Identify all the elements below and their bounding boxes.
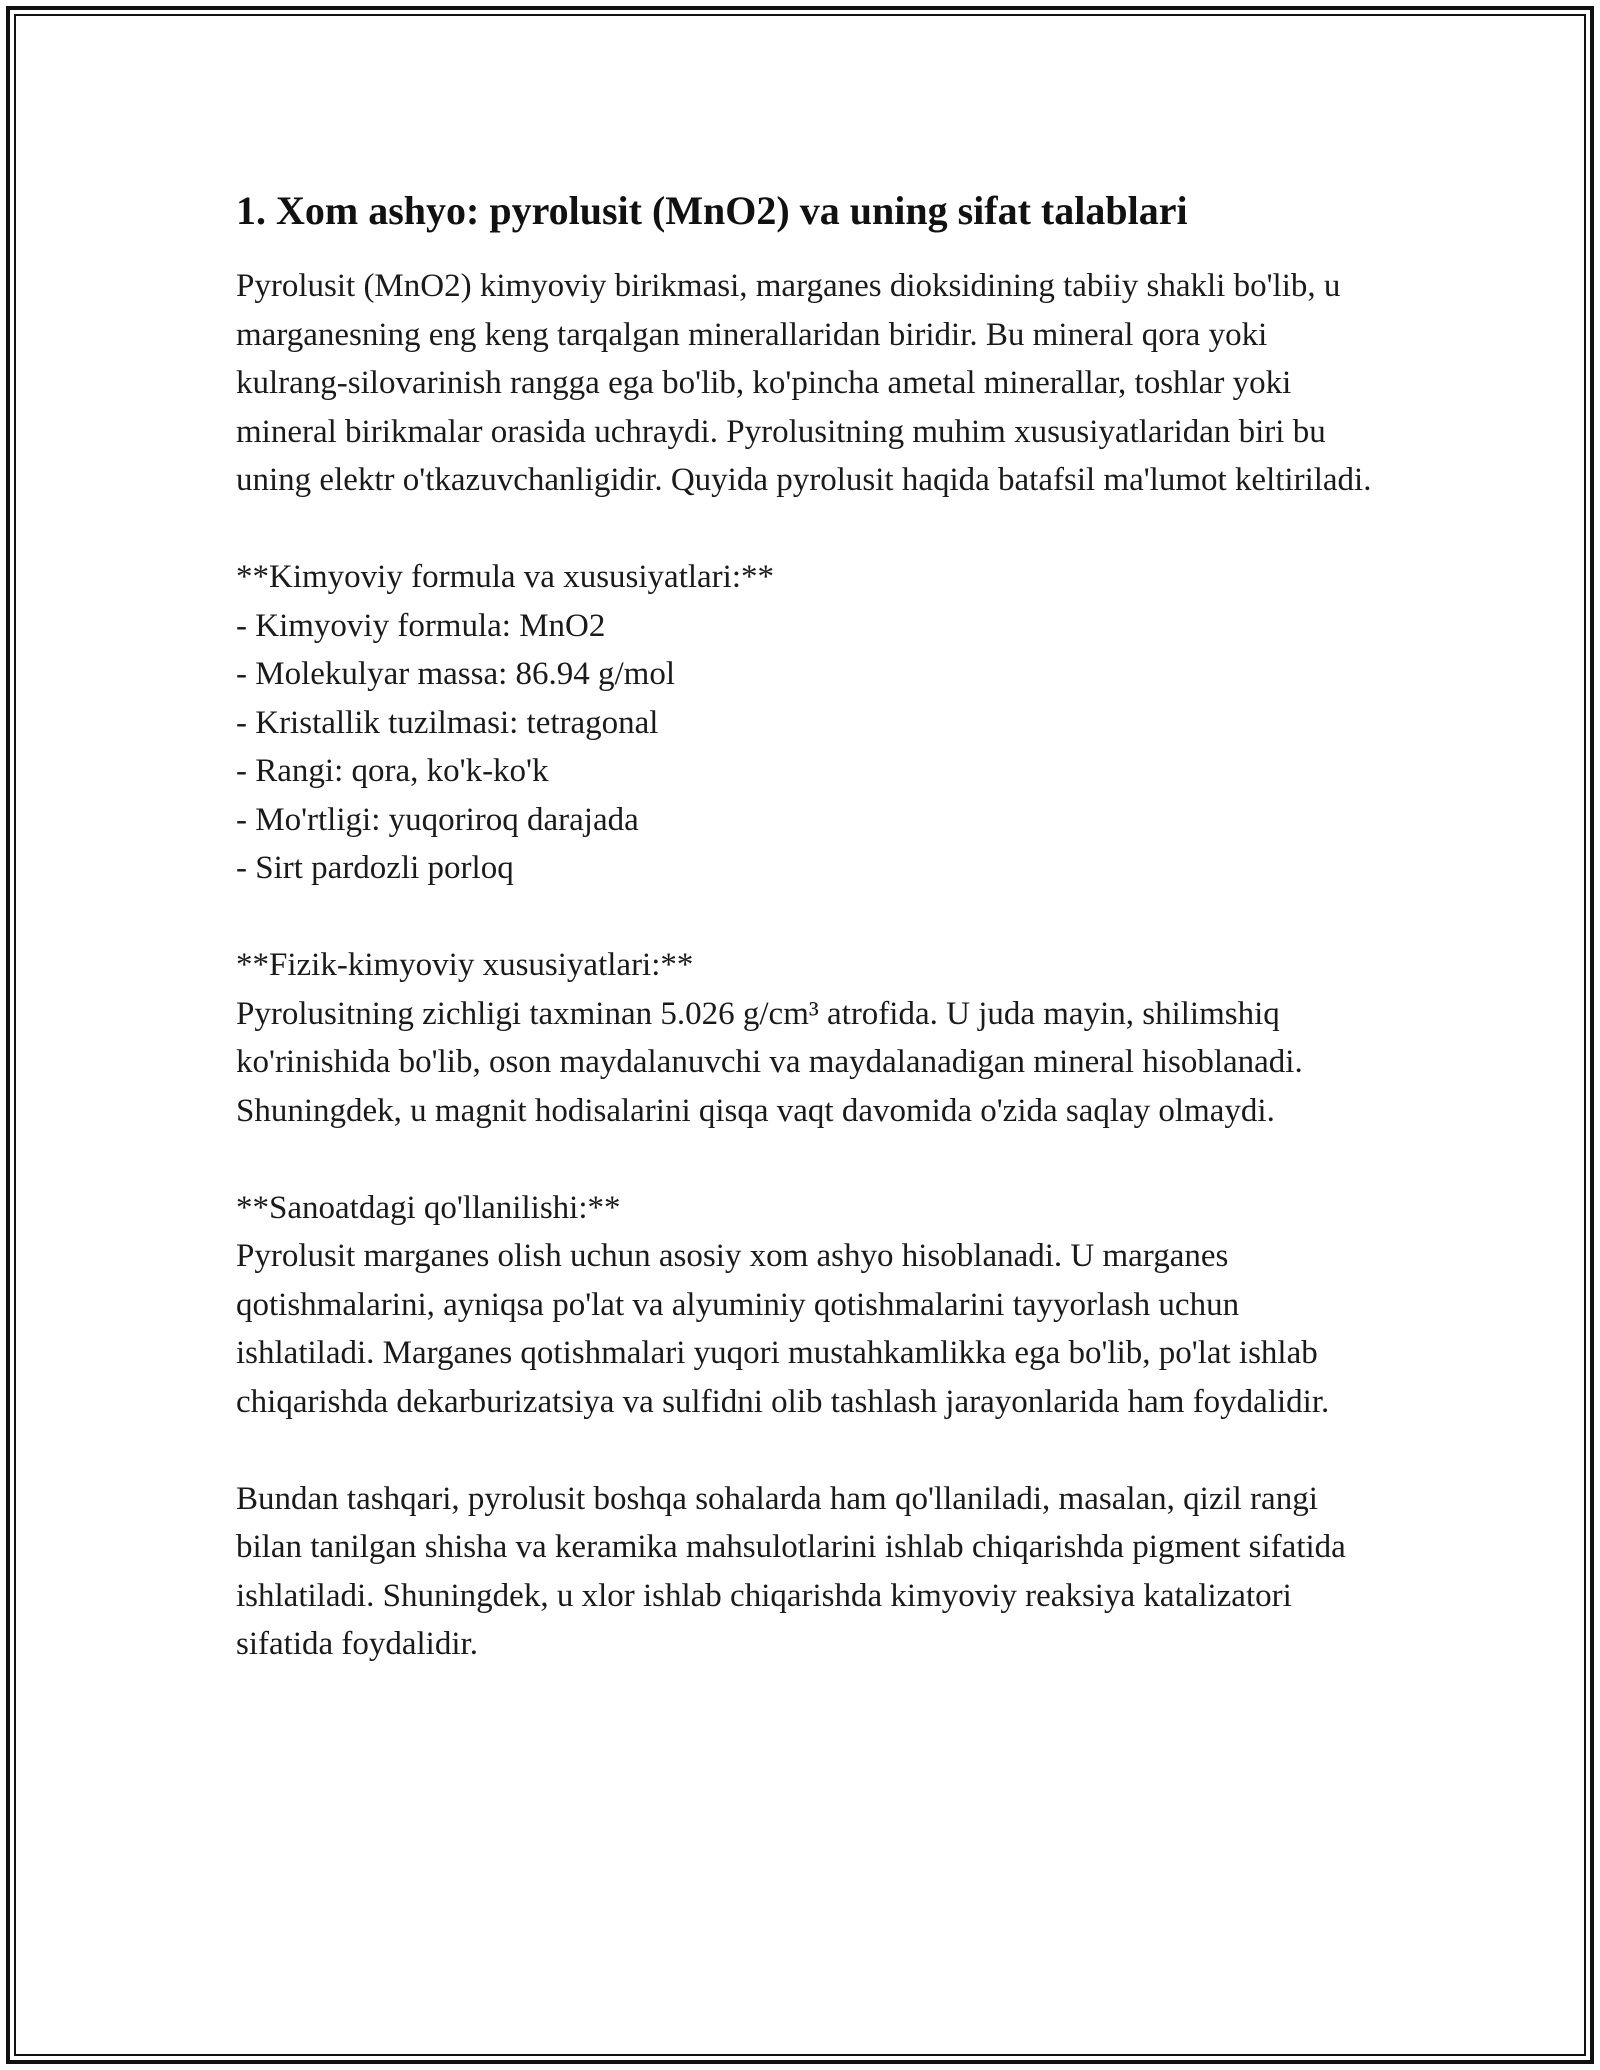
section-heading: 1. Xom ashyo: pyrolusit (MnO2) va uning sifat talablari — [236, 188, 1188, 233]
industrial-use-title: **Sanoatdagi qo'llanilishi:** — [236, 1189, 621, 1226]
list-item: - Mo'rtligi: yuqoriroq darajada — [236, 801, 639, 838]
list-item: - Kristallik tuzilmasi: tetragonal — [236, 704, 659, 741]
physical-properties-paragraph: Pyrolusitning zichligi taxminan 5.026 g/cm³ atrofida. U juda mayin, shilimshiq ko'rinishida bo'lib, oson maydalanuvchi va maydalanadigan mineral hisoblanadi. Shuningdek, u magnit hodisalarini qisqa vaqt davomida o'zida saqlay olmaydi. — [236, 995, 1303, 1129]
document-body — [236, 186, 1376, 1669]
intro-paragraph: Pyrolusit (MnO2) kimyoviy birikmasi, marganes dioksidining tabiiy shakli bo'lib, u marganesning eng keng tarqalgan minerallaridan biridir. Bu mineral qora yoki kulrang-silovarinish rangga ega bo'lib, ko'pincha ametal minerallar, toshlar yoki mineral birikmalar orasida uchraydi. Pyrolusitning muhim xususiyatlaridan biri bu uning elektr o'tkazuvchanligidir. Quyida pyrolusit haqida batafsil ma'lumot keltiriladi. — [236, 268, 1372, 498]
list-item: - Sirt pardozli porloq — [236, 850, 514, 886]
paragraph-spacer — [236, 1135, 1376, 1184]
industrial-use-paragraph: Pyrolusit marganes olish uchun asosiy xom ashyo hisoblanadi. U marganes qotishmalarini, ayniqsa po'lat va alyuminiy qotishmalarini tayyorlash uchun ishlatiladi. Marganes qotishmalari yuqori mustahkamlikka ega bo'lib, po'lat ishlab chiqarishda dekarburizatsiya va sulfidni olib tashlash jarayonlarida ham foydalidir. — [236, 1238, 1330, 1420]
paragraph-spacer — [236, 893, 1376, 942]
list-item: - Molekulyar massa: 86.94 g/mol — [236, 656, 676, 692]
list-item: - Kimyoviy formula: MnO2 — [236, 607, 606, 644]
physical-properties-title: **Fizik-kimyoviy xususiyatlari:** — [236, 947, 694, 983]
paragraph-spacer — [236, 505, 1376, 554]
chemical-formula-title: **Kimyoviy formula va xususiyatlari:** — [236, 559, 775, 595]
list-item: - Rangi: qora, ko'k-ko'k — [236, 753, 549, 789]
paragraph-spacer — [236, 1426, 1376, 1475]
closing-paragraph: Bundan tashqari, pyrolusit boshqa sohalarda ham qo'llaniladi, masalan, qizil rangi bilan tanilgan shisha va keramika mahsulotlarini ishlab chiqarishda pigment sifatida ishlatiladi. Shuningdek, u xlor ishlab chiqarishda kimyoviy reaksiya katalizatori sifatida foydalidir. — [236, 1480, 1346, 1662]
